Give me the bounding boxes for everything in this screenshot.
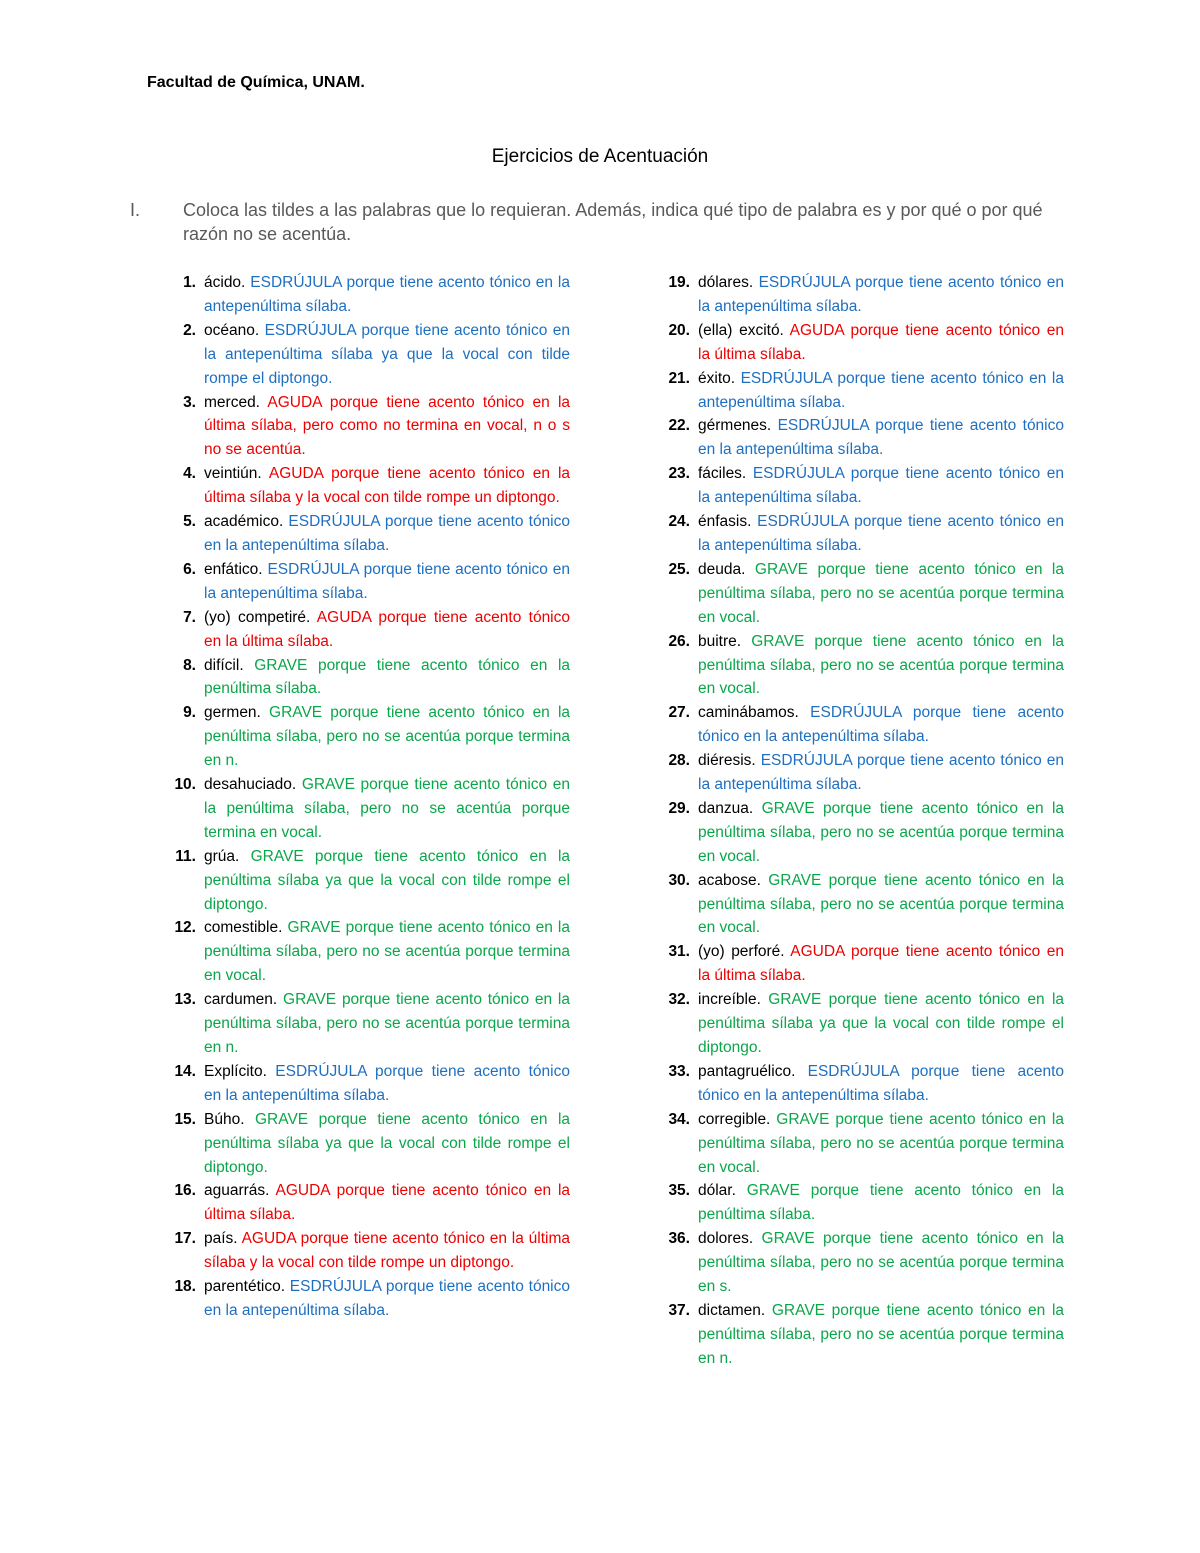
item-number: 19. (668, 274, 690, 291)
item-classification: GRAVE porque tiene acento tónico en la penúltima sílaba ya que la vocal con tilde rompe el diptongo. (204, 847, 571, 913)
item-classification: ESDRÚJULA porque tiene acento tónico en la antepenúltima sílaba. (698, 1062, 1064, 1104)
item-number: 1. (183, 274, 196, 291)
item-classification: GRAVE porque tiene acento tónico en la penúltima sílaba, pero no se acentúa porque termina en vocal. (698, 560, 1064, 626)
item-number: 5. (183, 513, 196, 531)
item-classification: ESDRÚJULA porque tiene acento tónico en la antepenúltima sílaba. (698, 513, 1064, 554)
list-item (160, 1275, 570, 1323)
item-number: 13. (174, 991, 196, 1009)
item-word: océano. (204, 321, 260, 339)
item-classification: GRAVE porque tiene acento tónico en la penúltima sílaba. (204, 656, 571, 698)
item-classification: AGUDA porque tiene acento tónico en la última sílaba y la vocal con tilde rompe un diptongo. (204, 465, 571, 507)
list-item (654, 988, 1064, 1060)
list-item (160, 558, 570, 606)
list-item (160, 773, 570, 845)
item-classification: GRAVE porque tiene acento tónico en la penúltima sílaba, pero no se acentúa porque termina en vocal. (204, 919, 570, 985)
item-word: académico. (204, 513, 284, 531)
list-item (654, 558, 1064, 630)
item-word: (yo) competiré. (204, 608, 311, 626)
item-word: deuda. (698, 560, 746, 578)
list-item (160, 391, 570, 463)
list-item (654, 749, 1064, 797)
item-number: 31. (668, 943, 690, 961)
item-number: 27. (668, 704, 690, 722)
item-word: corregible. (698, 1110, 771, 1128)
item-classification: AGUDA porque tiene acento tónico en la última sílaba y la vocal con tilde rompe un diptongo. (204, 1230, 570, 1272)
item-number: 14. (174, 1062, 196, 1080)
list-item (654, 1179, 1064, 1227)
instruction-text: Coloca las tildes a las palabras que lo requieran. Además, indica qué tipo de palabra es y por qué o por qué razón no se acentúa. (183, 200, 1043, 244)
list-item (654, 462, 1064, 510)
item-word: difícil. (204, 656, 244, 674)
item-classification: ESDRÚJULA porque tiene acento tónico en la antepenúltima sílaba. (698, 369, 1064, 411)
item-number: 18. (174, 1278, 196, 1296)
item-word: germen. (204, 704, 261, 722)
list-item (654, 797, 1064, 869)
item-word: dictamen. (698, 1301, 766, 1319)
list-item (654, 414, 1064, 462)
item-number: 37. (668, 1301, 690, 1319)
list-item (654, 1108, 1064, 1180)
item-number: 30. (668, 871, 690, 889)
item-number: 15. (174, 1110, 196, 1128)
item-word: ácido. (204, 274, 246, 291)
item-classification: AGUDA porque tiene acento tónico en la última sílaba. (204, 1182, 571, 1224)
item-number: 3. (183, 393, 196, 411)
page-title: Ejercicios de Acentuación (491, 146, 709, 167)
item-word: increíble. (698, 991, 761, 1009)
item-word: (yo) perforé. (698, 943, 785, 961)
item-classification: GRAVE porque tiene acento tónico en la penúltima sílaba, pero no se acentúa porque termina en s. (698, 1230, 1065, 1296)
item-number: 20. (668, 321, 690, 339)
item-number: 26. (668, 632, 690, 650)
list-item (654, 869, 1064, 941)
item-classification: AGUDA porque tiene acento tónico en la última sílaba. (698, 943, 1064, 985)
item-number: 2. (183, 321, 196, 339)
list-item (654, 630, 1064, 702)
item-classification: GRAVE porque tiene acento tónico en la penúltima sílaba, pero no se acentúa porque termina en vocal. (698, 799, 1065, 865)
item-number: 4. (183, 465, 196, 483)
item-classification: GRAVE porque tiene acento tónico en la penúltima sílaba ya que la vocal con tilde rompe el diptongo. (698, 991, 1065, 1056)
item-number: 11. (175, 847, 196, 865)
list-item (654, 940, 1064, 988)
list-item (160, 271, 570, 319)
item-number: 7. (183, 608, 196, 626)
item-classification: ESDRÚJULA porque tiene acento tónico en la antepenúltima sílaba. (698, 274, 1064, 315)
item-word: merced. (204, 393, 260, 411)
item-classification: GRAVE porque tiene acento tónico en la penúltima sílaba. (698, 1182, 1064, 1224)
list-item (654, 1227, 1064, 1299)
item-classification: GRAVE porque tiene acento tónico en la penúltima sílaba, pero no se acentúa porque termina en vocal. (698, 632, 1065, 698)
item-classification: ESDRÚJULA porque tiene acento tónico en la antepenúltima sílaba. (698, 704, 1064, 746)
item-word: grúa. (204, 847, 240, 865)
item-classification: GRAVE porque tiene acento tónico en la penúltima sílaba ya que la vocal con tilde rompe el diptongo. (204, 1110, 571, 1176)
list-item (160, 319, 570, 391)
item-word: diéresis. (698, 752, 756, 770)
list-item (654, 510, 1064, 558)
list-item (160, 1227, 570, 1275)
item-word: (ella) excitó. (698, 321, 784, 339)
list-item (160, 606, 570, 654)
list-item (160, 916, 570, 988)
list-item (160, 845, 570, 917)
item-word: fáciles. (698, 465, 747, 483)
item-word: dolores. (698, 1230, 754, 1248)
item-classification: ESDRÚJULA porque tiene acento tónico en la antepenúltima sílaba. (204, 1062, 570, 1104)
item-number: 32. (668, 991, 690, 1009)
item-number: 28. (668, 752, 690, 770)
item-number: 34. (668, 1110, 690, 1128)
item-word: dólar. (698, 1182, 736, 1200)
item-classification: ESDRÚJULA porque tiene acento tónico en la antepenúltima sílaba. (204, 1278, 571, 1319)
item-word: acabose. (698, 871, 761, 889)
list-item (160, 462, 570, 510)
item-number: 12. (174, 919, 196, 937)
item-word: comestible. (204, 919, 283, 937)
item-word: aguarrás. (204, 1182, 270, 1200)
item-word: éxito. (698, 369, 736, 387)
item-word: caminábamos. (698, 704, 799, 722)
item-word: buitre. (698, 632, 742, 650)
item-word: Búho. (204, 1110, 245, 1128)
item-classification: ESDRÚJULA porque tiene acento tónico en la antepenúltima sílaba. (204, 560, 570, 602)
item-word: cardumen. (204, 991, 278, 1009)
exercise-list-right (654, 271, 1064, 1371)
item-classification: GRAVE porque tiene acento tónico en la penúltima sílaba, pero no se acentúa porque termina en vocal. (204, 776, 570, 841)
item-classification: ESDRÚJULA porque tiene acento tónico en la antepenúltima sílaba. (204, 274, 570, 315)
item-classification: GRAVE porque tiene acento tónico en la penúltima sílaba, pero no se acentúa porque termina en vocal. (698, 871, 1065, 937)
item-number: 21. (668, 369, 690, 387)
item-word: énfasis. (698, 513, 752, 531)
item-word: Explícito. (204, 1062, 267, 1080)
item-word: dólares. (698, 274, 754, 291)
item-word: desahuciado. (204, 776, 297, 794)
item-word: danzua. (698, 799, 754, 817)
item-number: 8. (183, 656, 196, 674)
item-classification: AGUDA porque tiene acento tónico en la última sílaba, pero como no termina en vocal, n o s no se acentúa. (204, 393, 571, 459)
item-classification: AGUDA porque tiene acento tónico en la última sílaba. (204, 608, 570, 650)
list-item (654, 319, 1064, 367)
item-word: pantagruélico. (698, 1062, 796, 1080)
item-classification: ESDRÚJULA porque tiene acento tónico en la antepenúltima sílaba ya que la vocal con tilde rompe el diptongo. (204, 321, 570, 387)
instruction-numeral: I. (130, 200, 141, 220)
item-classification: AGUDA porque tiene acento tónico en la última sílaba. (698, 321, 1065, 363)
list-item (160, 1108, 570, 1180)
item-number: 9. (183, 704, 196, 722)
item-number: 23. (668, 465, 690, 483)
list-item (654, 1299, 1064, 1371)
page-header: Facultad de Química, UNAM. (147, 74, 365, 91)
exercise-list-left (160, 271, 570, 1323)
item-number: 10. (174, 776, 196, 794)
list-item (160, 988, 570, 1060)
item-word: parentético. (204, 1278, 285, 1296)
item-number: 17. (174, 1230, 196, 1248)
item-word: veintiún. (204, 465, 262, 483)
item-classification: GRAVE porque tiene acento tónico en la penúltima sílaba, pero no se acentúa porque termina en n. (698, 1301, 1065, 1367)
list-item (654, 367, 1064, 415)
item-classification: GRAVE porque tiene acento tónico en la penúltima sílaba, pero no se acentúa porque termina en vocal. (698, 1110, 1064, 1176)
item-word: gérmenes. (698, 417, 772, 435)
item-number: 16. (174, 1182, 196, 1200)
item-classification: ESDRÚJULA porque tiene acento tónico en la antepenúltima sílaba. (698, 752, 1064, 794)
item-word: enfático. (204, 560, 263, 578)
item-number: 6. (183, 560, 196, 578)
item-classification: GRAVE porque tiene acento tónico en la penúltima sílaba, pero no se acentúa porque termina en n. (204, 991, 570, 1056)
item-number: 24. (668, 513, 690, 531)
item-number: 25. (668, 560, 690, 578)
list-item (654, 1060, 1064, 1108)
item-number: 29. (668, 799, 690, 817)
item-number: 33. (668, 1062, 690, 1080)
list-item (160, 510, 570, 558)
list-item (160, 701, 570, 773)
list-item (160, 1060, 570, 1108)
list-item (654, 701, 1064, 749)
item-classification: ESDRÚJULA porque tiene acento tónico en la antepenúltima sílaba. (698, 465, 1064, 507)
list-item (654, 271, 1064, 319)
item-word: país. (204, 1230, 238, 1248)
item-number: 22. (668, 417, 690, 435)
item-number: 36. (668, 1230, 690, 1248)
list-item (160, 654, 570, 702)
item-classification: ESDRÚJULA porque tiene acento tónico en la antepenúltima sílaba. (204, 513, 570, 554)
item-classification: ESDRÚJULA porque tiene acento tónico en la antepenúltima sílaba. (698, 417, 1064, 459)
list-item (160, 1179, 570, 1227)
item-classification: GRAVE porque tiene acento tónico en la penúltima sílaba, pero no se acentúa porque termina en n. (204, 704, 571, 770)
item-number: 35. (668, 1182, 690, 1200)
